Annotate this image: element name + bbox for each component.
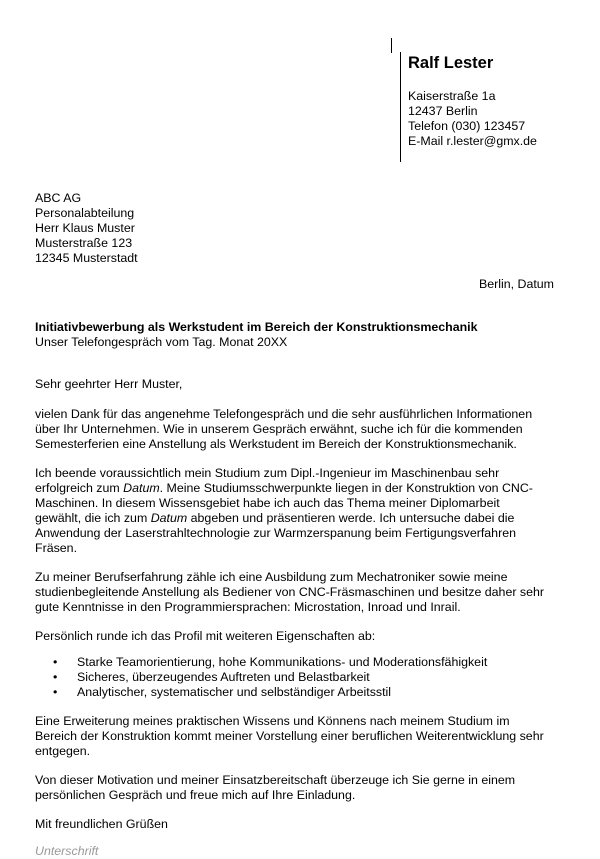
text-line: gute Kenntnisse in den Programmiersprachen: Microstation, Inroad und Inrail. xyxy=(35,600,461,614)
text: . Meine Studiumsschwerpunkte liegen in der Konstruktion von CNC- xyxy=(159,481,533,495)
text-line: Fräsen. xyxy=(35,541,78,555)
subject: Initiativbewerbung als Werkstudent im Bereich der Konstruktionsmechanik xyxy=(35,320,478,334)
paragraph-3 xyxy=(35,570,544,615)
text-line: über Ihr Unternehmen. Wie in unserem Gespräch erwähnt, suche ich für die kommenden xyxy=(35,422,523,436)
divider-long xyxy=(400,52,401,162)
bullet-item: • Analytischer, systematischer und selbständiger Arbeitsstil xyxy=(35,685,487,700)
bullet-list xyxy=(35,655,487,700)
recipient-line: Herr Klaus Muster xyxy=(35,221,135,235)
text-line: Von dieser Motivation und meiner Einsatzbereitschaft überzeuge ich Sie gerne in einem xyxy=(35,773,516,787)
reference: Unser Telefongespräch vom Tag. Monat 20XX xyxy=(35,335,288,349)
divider-short xyxy=(391,38,392,53)
sender-street: Kaiserstraße 1a xyxy=(408,89,496,103)
text: abgeben und präsentieren werde. Ich untersuche dabei die xyxy=(187,511,515,525)
text-line: Maschinen. In diesem Wissensgebiet habe ich auch das Thema meiner Diplomarbeit xyxy=(35,496,500,510)
text-line: Eine Erweiterung meines praktischen Wissens und Könnens nach meinem Studium im xyxy=(35,714,510,728)
subject-block xyxy=(35,320,478,350)
sender-email: E-Mail r.lester@gmx.de xyxy=(408,134,537,148)
sender-city: 12437 Berlin xyxy=(408,104,478,118)
recipient-line: 12345 Musterstadt xyxy=(35,251,138,265)
text-line: Bereich der Konstruktion kommt meiner Vorstellung einer beruflichen Weiterentwicklung sehr xyxy=(35,729,544,743)
text-line: Ich beende voraussichtlich mein Studium zum Dipl.-Ingenieur im Maschinenbau sehr xyxy=(35,466,500,480)
sender-name: Ralf Lester xyxy=(408,54,494,72)
paragraph-1 xyxy=(35,407,532,452)
paragraph-6 xyxy=(35,773,515,803)
text-line: Zu meiner Berufserfahrung zähle ich eine Ausbildung zum Mechatroniker sowie meine xyxy=(35,570,508,584)
signature: Unterschrift xyxy=(35,844,99,858)
text: gewählt, die ich zum xyxy=(35,511,151,525)
text-line: entgegen. xyxy=(35,744,91,758)
recipient-line: Personalabteilung xyxy=(35,206,135,220)
text-line: Semesterferien eine Anstellung als Werkstudent im Bereich der Konstruktionsmechanik. xyxy=(35,437,517,451)
paragraph-5 xyxy=(35,714,544,759)
text-line xyxy=(35,511,533,526)
bullet-item: • Starke Teamorientierung, hohe Kommunikations- und Moderationsfähigkeit xyxy=(35,655,487,670)
sender-phone: Telefon (030) 123457 xyxy=(408,119,526,133)
sender-address xyxy=(408,89,537,149)
text-line: studienbegleitende Anstellung als Bediener von CNC-Fräsmaschinen und besitze daher sehr xyxy=(35,585,545,599)
salutation: Sehr geehrter Herr Muster, xyxy=(35,377,183,391)
placeholder-date: Datum xyxy=(150,511,188,525)
text-line: Anwendung der Laserstrahltechnologie zur Warmzerspanung beim Fertigungsverfahren xyxy=(35,526,516,540)
recipient-address xyxy=(35,191,138,266)
text-line: vielen Dank für das angenehme Telefongespräch und die sehr ausführlichen Informationen xyxy=(35,407,533,421)
closing: Mit freundlichen Grüßen xyxy=(35,817,168,831)
place-date: Berlin, Datum xyxy=(478,277,554,291)
recipient-line: ABC AG xyxy=(35,191,82,205)
text-line: persönlichen Gespräch und freue mich auf Ihre Einladung. xyxy=(35,788,356,802)
bullet-item: • Sicheres, überzeugendes Auftreten und Belastbarkeit xyxy=(35,670,487,685)
placeholder-date: Datum xyxy=(123,481,160,495)
text-line xyxy=(35,481,533,496)
paragraph-2 xyxy=(35,466,533,556)
paragraph-4: Persönlich runde ich das Profil mit weiteren Eigenschaften ab: xyxy=(35,629,376,643)
text: erfolgreich zum xyxy=(35,481,124,495)
recipient-line: Musterstraße 123 xyxy=(35,236,133,250)
